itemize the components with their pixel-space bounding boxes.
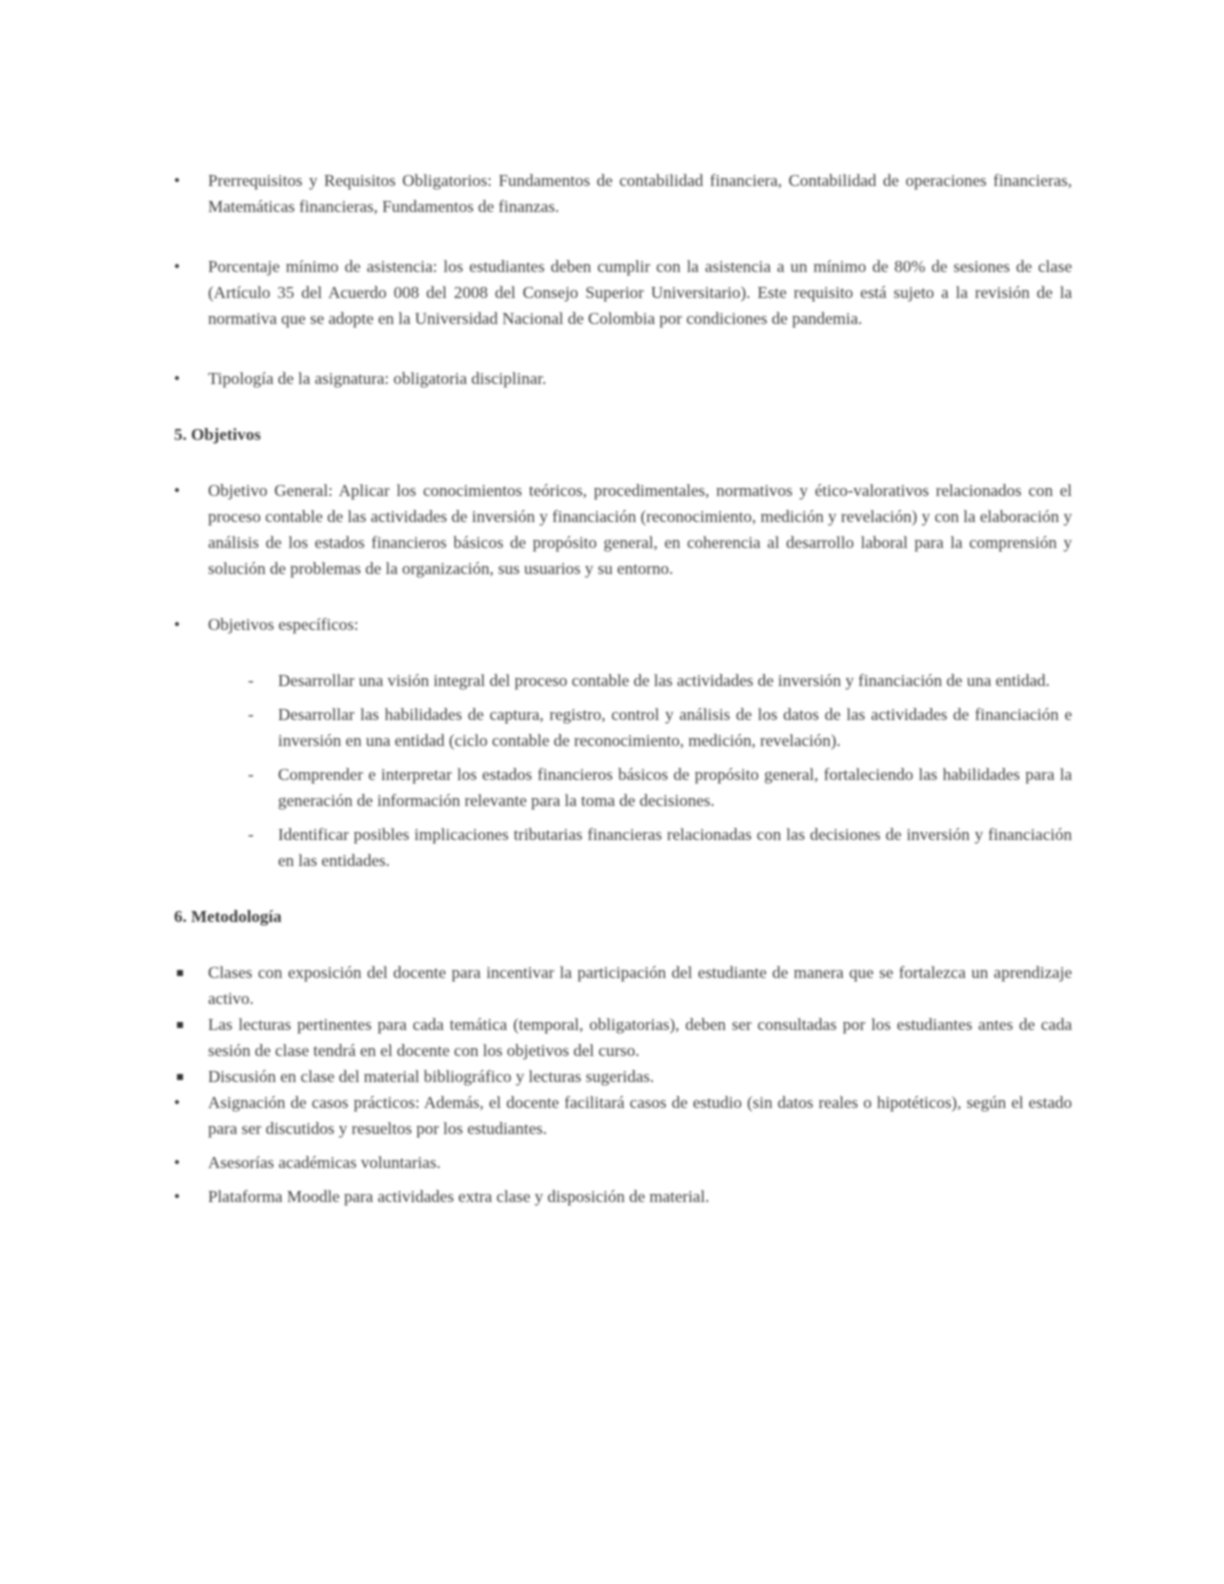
dash-icon bbox=[248, 822, 254, 848]
objetivo-especifico-text: Desarrollar una visión integral del proceso contable de las actividades de inversión y financiación de una entidad. bbox=[278, 671, 1050, 690]
list-item bbox=[174, 254, 1072, 332]
bullet-icon bbox=[174, 1184, 194, 1210]
section-heading-objetivos: 5. Objetivos bbox=[174, 425, 261, 444]
bullet-icon bbox=[174, 612, 194, 638]
metodologia-text: Discusión en clase del material bibliográfico y lecturas sugeridas. bbox=[208, 1067, 655, 1086]
objetivo-especifico-text: Desarrollar las habilidades de captura, registro, control y análisis de los datos de las actividades de financiación e inversión en una entidad (ciclo contable de reconocimiento, medición, revelación). bbox=[278, 705, 1072, 750]
list-item bbox=[174, 960, 1072, 1012]
sub-list-item bbox=[174, 762, 1072, 814]
sub-list-item bbox=[174, 668, 1072, 694]
bullet-icon bbox=[174, 478, 194, 504]
bullet-icon bbox=[174, 168, 194, 194]
sub-list-item bbox=[174, 822, 1072, 874]
metodologia-text: Asignación de casos prácticos: Además, el docente facilitará casos de estudio (sin datos reales o hipotéticos), según el estado para ser discutidos y resueltos por los estudiantes. bbox=[208, 1093, 1072, 1138]
bullet-icon bbox=[174, 254, 194, 280]
section-heading-metodologia: 6. Metodología bbox=[174, 907, 282, 926]
list-item bbox=[174, 612, 1072, 638]
dash-icon bbox=[248, 702, 254, 728]
objetivo-especifico-text: Identificar posibles implicaciones tributarias financieras relacionadas con las decisiones de inversión y financiación en las entidades. bbox=[278, 825, 1072, 870]
metodologia-text: Plataforma Moodle para actividades extra clase y disposición de material. bbox=[208, 1187, 710, 1206]
objetivos-especificos-label: Objetivos específicos: bbox=[208, 615, 359, 634]
sub-list-item bbox=[174, 702, 1072, 754]
list-item bbox=[174, 478, 1072, 582]
dash-icon bbox=[248, 762, 254, 788]
metodologia-text: Clases con exposición del docente para incentivar la participación del estudiante de manera que se fortalezca un aprendizaje activo. bbox=[208, 963, 1072, 1008]
list-item bbox=[174, 1064, 1072, 1090]
requisitos-text: Prerrequisitos y Requisitos Obligatorios: Fundamentos de contabilidad financiera, Contabilidad de operaciones financieras, Matemáticas financieras, Fundamentos de finanzas. bbox=[208, 171, 1072, 216]
bullet-icon bbox=[174, 1090, 194, 1116]
objetivo-general-text: Objetivo General: Aplicar los conocimientos teóricos, procedimentales, normativos y ético-valorativos relacionados con el proceso contable de las actividades de inversión y financiación (reconocimiento, medición y revelación) y con la elaboración y análisis de los estados financieros básicos de propósito general, en coherencia al desarrollo laboral para la comprensión y solución de problemas de la organización, sus usuarios y su entorno. bbox=[208, 481, 1072, 578]
metodologia-text: Las lecturas pertinentes para cada temática (temporal, obligatorias), deben ser consultadas por los estudiantes antes de cada sesión de clase tendrá en el docente con los objetivos del curso. bbox=[208, 1015, 1072, 1060]
list-item bbox=[174, 1150, 1072, 1176]
objetivo-especifico-text: Comprender e interpretar los estados financieros básicos de propósito general, fortaleciendo las habilidades para la generación de información relevante para la toma de decisiones. bbox=[278, 765, 1072, 810]
list-item bbox=[174, 1012, 1072, 1064]
document-page bbox=[174, 168, 1072, 1210]
asistencia-text: Porcentaje mínimo de asistencia: los estudiantes deben cumplir con la asistencia a un mínimo de 80% de sesiones de clase (Artículo 35 del Acuerdo 008 del 2008 del Consejo Superior Universitario). Este requisito está sujeto a la revisión de la normativa que se adopte en la Universidad Nacional de Colombia por condiciones de pandemia. bbox=[208, 257, 1072, 328]
list-item bbox=[174, 366, 1072, 392]
metodologia-text: Asesorías académicas voluntarias. bbox=[208, 1153, 441, 1172]
list-item bbox=[174, 1184, 1072, 1210]
square-bullet-icon bbox=[177, 1074, 183, 1080]
bullet-icon bbox=[174, 1150, 194, 1176]
square-bullet-icon bbox=[177, 970, 183, 976]
list-item bbox=[174, 1090, 1072, 1142]
tipologia-text: Tipología de la asignatura: obligatoria disciplinar. bbox=[208, 369, 547, 388]
bullet-icon bbox=[174, 366, 194, 392]
dash-icon bbox=[248, 668, 254, 694]
list-item bbox=[174, 168, 1072, 220]
square-bullet-icon bbox=[177, 1022, 183, 1028]
